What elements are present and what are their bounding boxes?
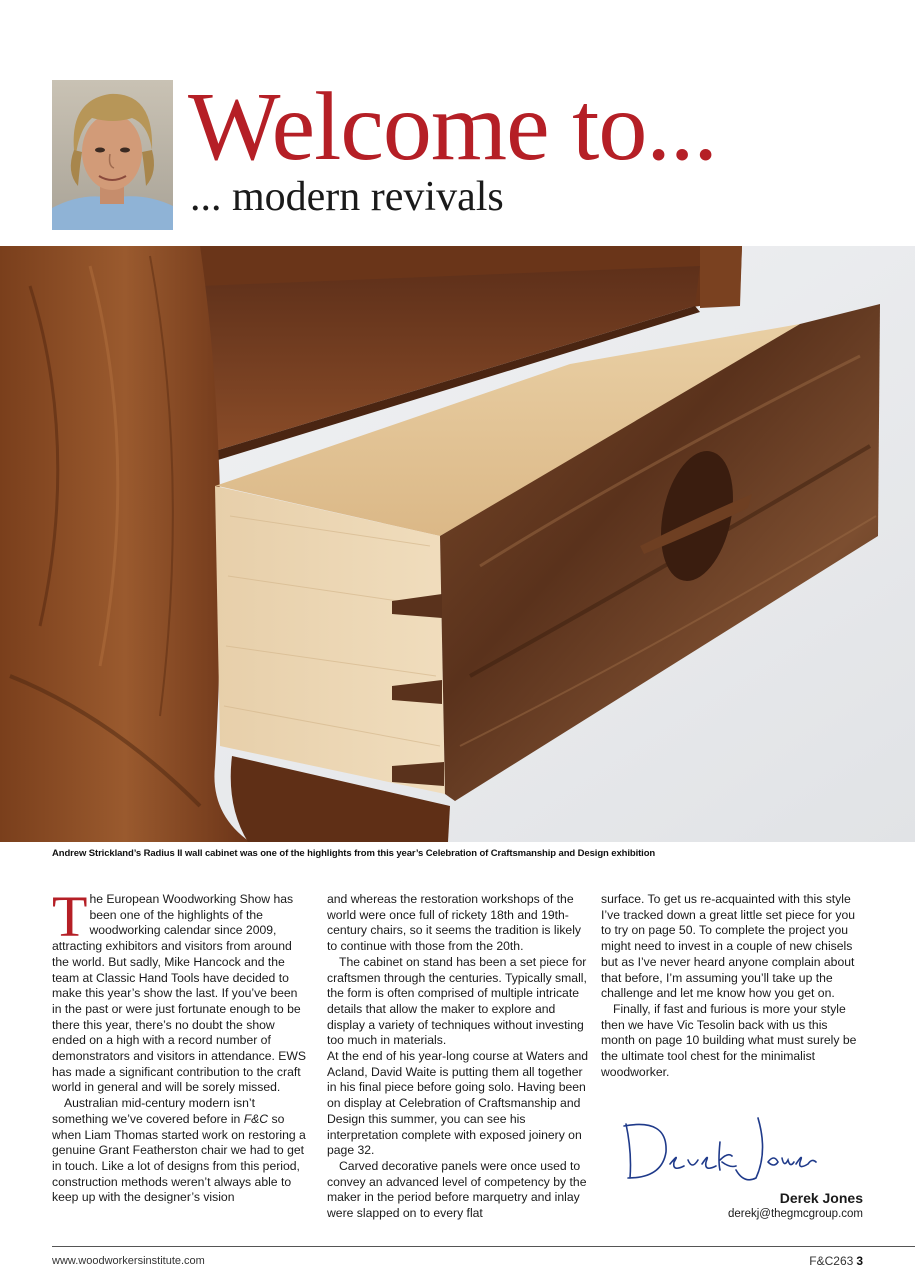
magazine-name: F&C: [243, 1111, 269, 1126]
paragraph: The European Woodworking Show has been one of the highlights of the woodworking calendar since 2009, attracting exhibitors and visitors from around the world. But sadly, Mike Hancock and the team at Classic Hand Tools have decided to make this year’s show the last. If you’ve been in the past or were just fortunate enough to be there this year, there’s no doubt the show ended on a high with a record number of demonstrators and visitors in attendance. EWS has made a significant contribution to the craft world in general and will be sorely missed.: [52, 884, 307, 1095]
paragraph: At the end of his year-long course at Waters and Acland, David Waite is putting them all together in his final piece before going solo. Having been on display at Celebration of Craftsmanship and Design this summer, you can see his interpretation complete with exposed joinery on page 32.: [327, 1049, 589, 1158]
page-title: Welcome to...: [188, 73, 717, 181]
cabinet-photo: [0, 246, 915, 842]
footer-divider: [52, 1246, 915, 1247]
issue-label: F&C263: [809, 1254, 854, 1268]
article-column-3: [601, 892, 863, 1080]
drop-cap: T: [52, 884, 88, 949]
author-name: Derek Jones: [779, 1190, 863, 1206]
page-number: 3: [856, 1254, 863, 1268]
page-subtitle: ... modern revivals: [190, 174, 504, 220]
author-email[interactable]: derekj@thegmcgroup.com: [727, 1208, 863, 1220]
footer-issue: [809, 1254, 863, 1268]
article-column-2: [327, 892, 589, 1222]
paragraph: The cabinet on stand has been a set piece for craftsmen through the centuries. Typically small, the form is often comprised of multiple intricate details that allow the maker to explore and display a variety of techniques without investing too much in materials.: [327, 954, 587, 1048]
photo-caption: Andrew Strickland’s Radius II wall cabinet was one of the highlights from this year’s Celebration of Craftsmanship and Design exhibition: [52, 848, 656, 859]
paragraph: Australian mid-century modern isn’t something we’ve covered before in F&C so when Liam Thomas started work on restoring a genuine Grant Featherston chair we had to get in touch. Like a lot of designs from this period, construction methods weren’t always able to keep up with the designer’s vision: [52, 1096, 306, 1205]
paragraph: Carved decorative panels were once used to convey an advanced level of competency by the maker in the period before marquetry and inlay were slapped on to every flat: [327, 1158, 587, 1221]
signature-image: [618, 1112, 818, 1192]
paragraph: and whereas the restoration workshops of the world were once full of rickety 18th and 19th-century chairs, so it seems the tradition is likely to continue with those from the 20th.: [327, 892, 582, 954]
paragraph: Finally, if fast and furious is more your style then we have Vic Tesolin back with us this month on page 10 building what must surely be the ultimate tool chest for the minimalist woodworker.: [601, 1001, 857, 1079]
paragraph: surface. To get us re-acquainted with this style I’ve tracked down a great little set piece for you to try on page 50. To complete the project you might need to invest in a couple of new chisels but as I’ve never heard anyone complain about that before, I’m assuming you’ll take up the challenge and let me know how you get on.: [601, 892, 856, 1001]
editor-portrait: [52, 80, 173, 230]
footer-url[interactable]: www.woodworkersinstitute.com: [52, 1255, 205, 1267]
article-column-1: [52, 884, 310, 1206]
